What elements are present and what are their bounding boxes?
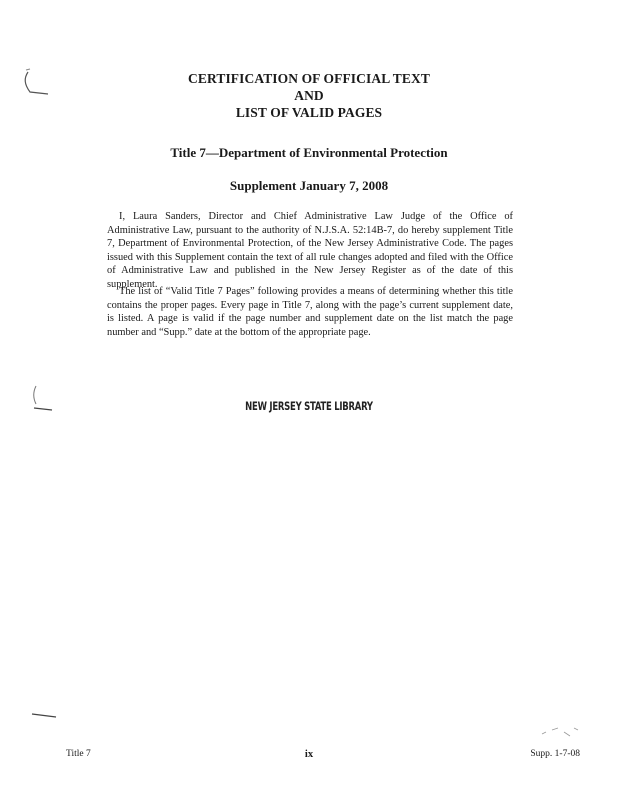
footer-supplement-date: Supp. 1-7-08 [530, 749, 580, 759]
scan-mark-middle [24, 384, 60, 414]
scan-mark-bottom [26, 708, 62, 722]
footer-page-number: ix [304, 749, 314, 760]
valid-pages-paragraph: The list of “Valid Title 7 Pages” following provides a means of determining whether this title contains the proper pages. Every page in Title 7, along with the page’s current supplement date, is listed. A page is valid if the page number and supplement date on the list match the page number and “Supp.” date at the bottom of the appropriate page. [107, 286, 513, 338]
certification-paragraph: I, Laura Sanders, Director and Chief Administrative Law Judge of the Office of Administrative Law, pursuant to the authority of N.J.S.A. 52:14B-7, do hereby supplement Title 7, Department of Environmental Protection, of the New Jersey Administrative Code. The pages issued with this Supplement contain the text of all rule changes adopted and filed with the Office of Administrative Law and published in the New Jersey Register as of the date of this supplement. [107, 211, 513, 290]
certification-heading [0, 70, 618, 121]
heading-line-2: AND [294, 88, 324, 103]
footer-title: Title 7 [66, 749, 91, 759]
supplement-date-line: Supplement January 7, 2008 [229, 178, 389, 193]
scan-mark-corner [538, 722, 588, 742]
library-stamp: NEW JERSEY STATE LIBRARY [245, 399, 373, 413]
heading-line-3: LIST OF VALID PAGES [235, 105, 383, 120]
heading-line-1: CERTIFICATION OF OFFICIAL TEXT [188, 71, 430, 86]
title-line: Title 7—Department of Environmental Protection [170, 145, 448, 160]
